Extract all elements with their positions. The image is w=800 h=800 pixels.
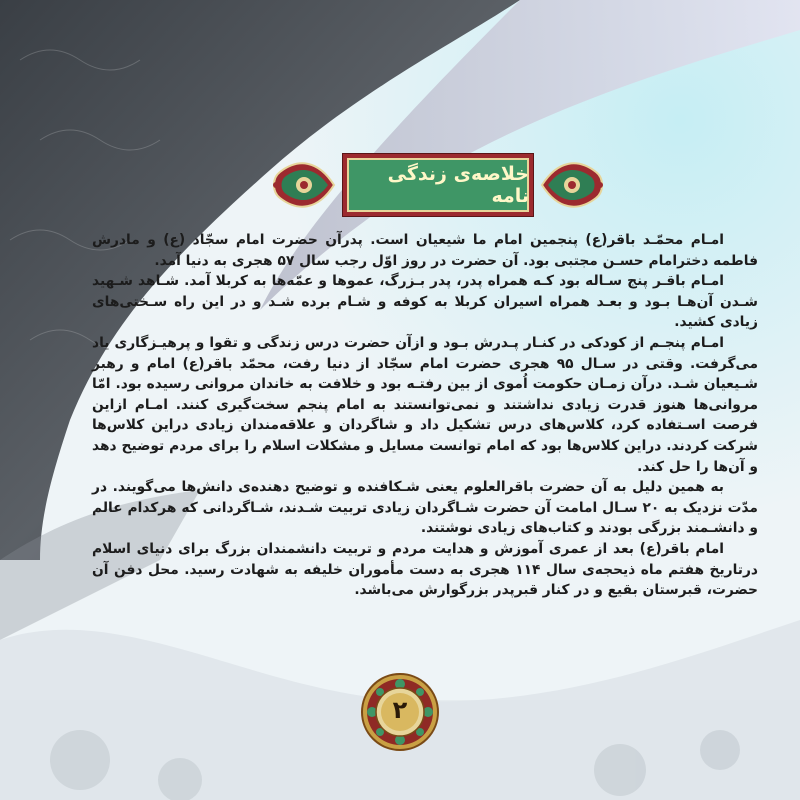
page-number: ۲ — [392, 696, 408, 724]
paragraph: امـام باقـر پنج سـاله بود کـه همراه پدر، پدر بـزرگ، عموها و عمّه‌ها به کربلا آمد. شـاهد شـهید شـدن آن‌هـا بـود و بعـد همراه اسیران کربلا به کوفه و شـام برده شـد و در این راه سـختی‌های زیادی کشید. — [92, 273, 758, 331]
paragraph: امـام محمّـد باقر(ع) پنجمین امام ما شیعیان است. پدرآن حضرت امام سجّاد (ع) و مادرش فاطمه دخترامام حسـن مجتبی بود. آن حضرت در روز اوّل رجب سال ۵۷ هجری به دنیا آمد. — [92, 232, 758, 269]
paragraph: امام باقر(ع) بعد از عمری آموزش و هدایت مردم و تربیت دانشمندان بزرگ برای دنیای اسلام درتاریخ هفتم ماه ذیحجه‌ی سال ۱۱۴ هجری به دست مأموران خلیفه به شهادت رسید. محل دفن آن حضرت، قبرستان بقیع و در کنار قبرپدر بزرگوارش می‌باشد. — [92, 540, 758, 599]
title-box — [343, 154, 533, 216]
title-banner — [268, 148, 608, 224]
page-title: خلاصه‌ی زندگی نامه — [387, 163, 529, 207]
arabesque-ornament-icon — [538, 150, 608, 220]
biography-text — [92, 230, 758, 601]
paragraph: امـام پنجـم از کودکی در کنـار پـدرش بـود و ازآن حضرت درس زندگی و تقوا و پرهیـزگاری یاد می‌گرفت. وقتی در سـال ۹۵ هجری حضرت امام سجّاد از دنیا رفت، محمّد باقر(ع) امام و رهبر شـیعیان شـد. درآن زمـان حکومت اُموی از بین رفتـه بود و خلافت به خاندان مروانی رسیده بود. امّا مروانی‌ها هنوز قدرت زیادی نداشتند و نمی‌توانستند به امام پنجم سخت‌گیری کنند. امـام ازاین فرصت اسـتفاده کرد، کلاس‌های درس تشکیل داد و شاگردان و علاقه‌مندان زیادی دراین کلاس‌ها شرکت کردند. دراین کلاس‌ها بود که امام توانست مسایل و مشکلات اسلام را برای مردم توضیح دهد و آن‌ها را حل کند. — [92, 334, 758, 475]
arabesque-ornament-icon — [268, 150, 338, 220]
paragraph: به همین دلیل به آن حضرت باقرالعلوم یعنی شـکافنده و توضیح دهنده‌ی دانش‌ها می‌گویند. در مدّت نزدیک به ۲۰ سـال امامت آن حضرت شـاگردان زیادی تربیت شـدند، شـاگردانی که هرکدام عالم و دانشـمند بزرگی بودند و کتاب‌های زیادی نوشتند. — [92, 479, 758, 537]
